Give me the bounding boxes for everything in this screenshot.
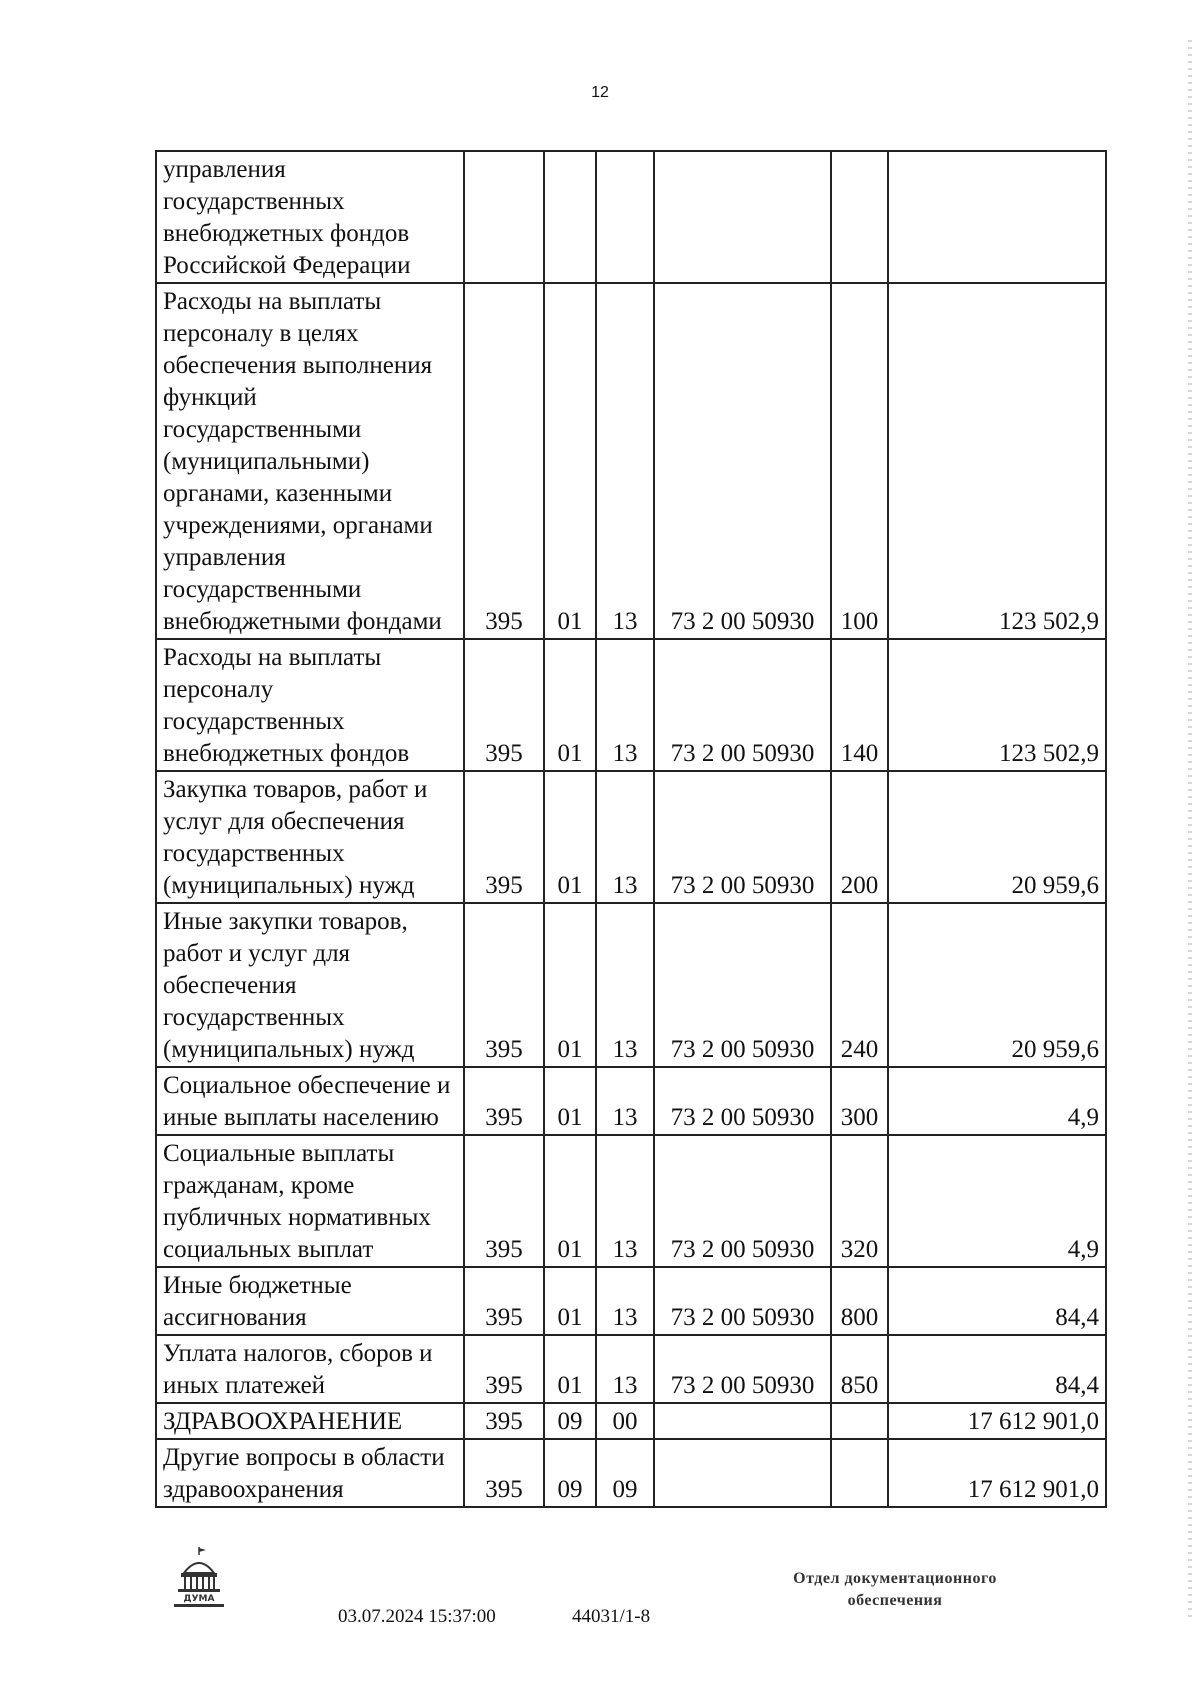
cell-expense-type: 850 — [831, 1335, 888, 1403]
cell-name: ЗДРАВООХРАНЕНИЕ — [156, 1403, 464, 1439]
cell-amount: 84,4 — [888, 1335, 1106, 1403]
cell-amount: 17 612 901,0 — [888, 1403, 1106, 1439]
cell-subsection-code: 13 — [596, 283, 654, 639]
cell-target-article — [654, 1439, 831, 1507]
cell-section-code: 01 — [544, 903, 596, 1067]
cell-target-article: 73 2 00 50930 — [654, 903, 831, 1067]
cell-amount — [888, 151, 1106, 283]
cell-name: Социальное обеспечение и иные выплаты населению — [156, 1067, 464, 1135]
duma-building-icon — [168, 1545, 230, 1609]
cell-target-article: 73 2 00 50930 — [654, 1335, 831, 1403]
cell-amount: 123 502,9 — [888, 283, 1106, 639]
table-row — [156, 639, 1106, 771]
cell-amount: 4,9 — [888, 1135, 1106, 1267]
cell-target-article: 73 2 00 50930 — [654, 1267, 831, 1335]
cell-section-code: 01 — [544, 1335, 596, 1403]
cell-name: Расходы на выплаты персоналу в целях обеспечения выполнения функций государственными (муниципальными) органами, казенными учреждениями, органами управления государственными внебюджетными фондами — [156, 283, 464, 639]
cell-grbs-code: 395 — [464, 1067, 544, 1135]
scan-edge-artifact — [1188, 40, 1192, 1620]
footer-datetime: 03.07.2024 15:37:00 — [338, 1606, 496, 1627]
cell-grbs-code: 395 — [464, 1335, 544, 1403]
cell-section-code: 09 — [544, 1439, 596, 1507]
cell-name: Другие вопросы в области здравоохранения — [156, 1439, 464, 1507]
cell-subsection-code: 13 — [596, 1267, 654, 1335]
cell-section-code: 09 — [544, 1403, 596, 1439]
cell-target-article: 73 2 00 50930 — [654, 639, 831, 771]
cell-name: управления государственных внебюджетных фондов Российской Федерации — [156, 151, 464, 283]
footer-department-stamp: Отдел документационного обеспечения — [793, 1570, 997, 1609]
cell-grbs-code: 395 — [464, 1439, 544, 1507]
cell-expense-type: 200 — [831, 771, 888, 903]
cell-target-article: 73 2 00 50930 — [654, 283, 831, 639]
cell-subsection-code: 00 — [596, 1403, 654, 1439]
cell-target-article: 73 2 00 50930 — [654, 1067, 831, 1135]
cell-target-article: 73 2 00 50930 — [654, 1135, 831, 1267]
cell-section-code: 01 — [544, 1135, 596, 1267]
cell-name: Закупка товаров, работ и услуг для обеспечения государственных (муниципальных) нужд — [156, 771, 464, 903]
cell-section-code: 01 — [544, 1267, 596, 1335]
cell-expense-type: 300 — [831, 1067, 888, 1135]
table-row — [156, 771, 1106, 903]
cell-target-article: 73 2 00 50930 — [654, 771, 831, 903]
footer-doc-number: 44031/1-8 — [572, 1606, 651, 1627]
cell-name: Социальные выплаты гражданам, кроме публичных нормативных социальных выплат — [156, 1135, 464, 1267]
cell-amount: 17 612 901,0 — [888, 1439, 1106, 1507]
cell-subsection-code: 13 — [596, 1335, 654, 1403]
table-row — [156, 1067, 1106, 1135]
table-row — [156, 1135, 1106, 1267]
cell-name: Иные бюджетные ассигнования — [156, 1267, 464, 1335]
cell-expense-type: 800 — [831, 1267, 888, 1335]
cell-subsection-code: 13 — [596, 771, 654, 903]
cell-amount: 20 959,6 — [888, 903, 1106, 1067]
cell-target-article — [654, 151, 831, 283]
cell-name: Уплата налогов, сборов и иных платежей — [156, 1335, 464, 1403]
cell-subsection-code: 13 — [596, 1067, 654, 1135]
cell-expense-type — [831, 1439, 888, 1507]
cell-grbs-code: 395 — [464, 1135, 544, 1267]
cell-name: Иные закупки товаров, работ и услуг для обеспечения государственных (муниципальных) нужд — [156, 903, 464, 1067]
cell-grbs-code: 395 — [464, 1403, 544, 1439]
cell-grbs-code: 395 — [464, 1267, 544, 1335]
page-number: 12 — [591, 84, 609, 101]
cell-amount: 123 502,9 — [888, 639, 1106, 771]
budget-table-body — [156, 151, 1106, 1507]
cell-subsection-code: 09 — [596, 1439, 654, 1507]
table-row — [156, 1335, 1106, 1403]
table-row — [156, 1403, 1106, 1439]
cell-section-code: 01 — [544, 1067, 596, 1135]
table-row — [156, 903, 1106, 1067]
cell-subsection-code: 13 — [596, 1135, 654, 1267]
cell-subsection-code — [596, 151, 654, 283]
logo-text: ДУМА — [183, 1594, 215, 1604]
cell-grbs-code: 395 — [464, 283, 544, 639]
cell-section-code: 01 — [544, 639, 596, 771]
cell-expense-type — [831, 1403, 888, 1439]
cell-expense-type: 140 — [831, 639, 888, 771]
cell-name: Расходы на выплаты персоналу государственных внебюджетных фондов — [156, 639, 464, 771]
cell-expense-type: 240 — [831, 903, 888, 1067]
table-row — [156, 151, 1106, 283]
cell-grbs-code: 395 — [464, 903, 544, 1067]
cell-expense-type: 100 — [831, 283, 888, 639]
cell-section-code: 01 — [544, 771, 596, 903]
table-row — [156, 1439, 1106, 1507]
cell-subsection-code: 13 — [596, 639, 654, 771]
cell-amount: 84,4 — [888, 1267, 1106, 1335]
cell-grbs-code: 395 — [464, 771, 544, 903]
cell-section-code: 01 — [544, 283, 596, 639]
cell-expense-type: 320 — [831, 1135, 888, 1267]
cell-expense-type — [831, 151, 888, 283]
cell-section-code — [544, 151, 596, 283]
cell-target-article — [654, 1403, 831, 1439]
table-row — [156, 1267, 1106, 1335]
cell-amount: 4,9 — [888, 1067, 1106, 1135]
cell-grbs-code: 395 — [464, 639, 544, 771]
table-row — [156, 283, 1106, 639]
cell-amount: 20 959,6 — [888, 771, 1106, 903]
cell-grbs-code — [464, 151, 544, 283]
budget-table — [155, 150, 1107, 1508]
cell-subsection-code: 13 — [596, 903, 654, 1067]
